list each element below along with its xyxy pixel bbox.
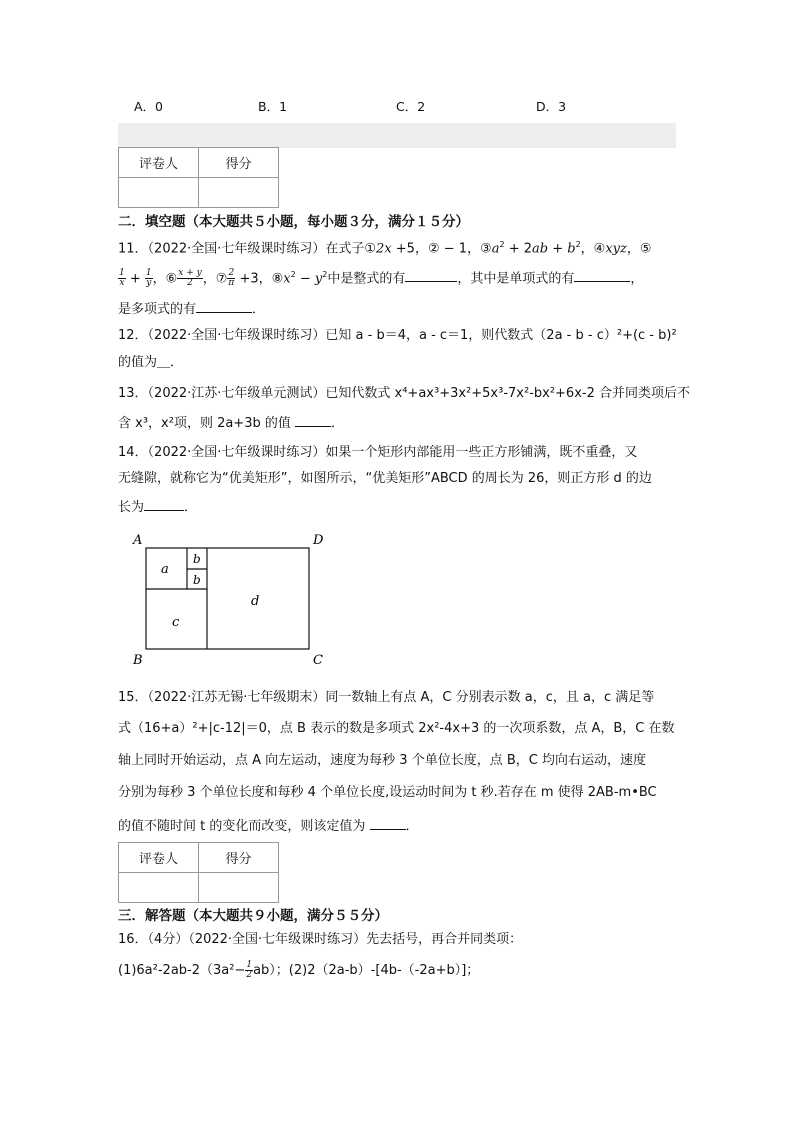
score-header: 得分 — [199, 843, 279, 873]
score-table-2 — [118, 842, 279, 903]
score-table — [118, 147, 279, 208]
label-B: B — [133, 653, 143, 668]
q11-line3: 是多项式的有 ． — [118, 302, 266, 317]
q13-line1: 13．（2022·江苏·七年级单元测试）已知代数式 x⁴+ax³+3x²+5x³-7x²-bx²+6x-2 合并同类项后不 — [118, 386, 690, 401]
q16-line1: 16．（4分）（2022·全国·七年级课时练习）先去括号，再合并同类项： — [118, 932, 523, 947]
q11-line2: $\frac{1}{x}$ + $\frac{1}{y}$ ，⑥ $\frac{x + y}{2}$ ，⑦ $\frac{2}{\pi}$ +3，$⑧x^2 - y^2$中是整式的有 ，其中是单项式的有 ， — [119, 268, 644, 289]
q16-line2: (1)6a²-2ab-2（3a²− $\frac{1}{2}$ ab）；(2)2（2a-b）-[4b-（-2a+b）]； — [118, 960, 480, 980]
section-title-3: 三．解答题（本大题共９小题，满分５５分） — [118, 908, 388, 924]
label-C: C — [313, 653, 323, 668]
q15-line3: 轴上同时开始运动，点 A 向左运动，速度为每秒 3 个单位长度，点 B，C 均向右运动，速度 — [118, 753, 646, 768]
q15-line2: 式（16+a）²+|c-12|＝0，点 B 表示的数是多项式 2x²-4x+3 的一次项系数，点 A，B，C 在数 — [118, 721, 675, 736]
q13-line2: 含 x³，x²项，则 2a+3b 的值 ． — [118, 416, 345, 431]
score-cell — [199, 873, 279, 903]
option-d: D．3 — [536, 99, 567, 114]
q14-line2: 无缝隙，就称它为“优美矩形”，如图所示，“优美矩形”ABCD 的周长为 26，则正方形 d 的边 — [118, 471, 652, 486]
square-d-label: d — [251, 594, 260, 609]
score-cell — [199, 178, 279, 208]
section-title: 二．填空题（本大题共５小题，每小题３分，满分１５分） — [118, 214, 469, 230]
option-b: B．1 — [258, 99, 288, 114]
square-c-label: c — [172, 615, 180, 630]
option-a: A．0 — [134, 99, 164, 114]
q15-line1: 15．（2022·江苏无锡·七年级期末）同一数轴上有点 A，C 分别表示数 a，c，且 a，c 满足等 — [118, 690, 655, 705]
q15-line4: 分别为每秒 3 个单位长度和每秒 4 个单位长度,设运动时间为 t 秒.若存在 m 使得 2AB-m•BC — [118, 785, 657, 800]
q12-line1: 12．（2022·全国·七年级课时练习）已知 a - b＝4，a - c＝1，则代数式（2a - b - c）²+(c - b)² — [118, 328, 677, 343]
grader-header: 评卷人 — [119, 843, 199, 873]
square-b1-label: b — [193, 552, 201, 566]
label-A: A — [133, 533, 143, 548]
q14-line1: 14．（2022·全国·七年级课时练习）如果一个矩形内部能用一些正方形铺满，既不重叠，又 — [118, 445, 638, 460]
q12-line2: 的值为＿． — [118, 355, 184, 370]
grader-cell — [119, 873, 199, 903]
label-D: D — [313, 533, 324, 548]
score-header: 得分 — [199, 148, 279, 178]
q11-line1: 11．（2022·全国·七年级课时练习）在式子①2x +5，② − 1，$③a^2 + 2ab + b^2$，④xyz，⑤ — [118, 240, 652, 257]
square-b2-label: b — [193, 573, 201, 587]
q14-line3: 长为 ． — [118, 500, 198, 515]
option-c: C．2 — [396, 99, 426, 114]
grader-header: 评卷人 — [119, 148, 199, 178]
separator-bar — [118, 123, 676, 148]
q15-line5: 的值不随时间 t 的变化而改变，则该定值为 ． — [118, 819, 419, 834]
grader-cell — [119, 178, 199, 208]
square-a-label: a — [161, 562, 169, 577]
rectangle-figure — [125, 528, 335, 668]
